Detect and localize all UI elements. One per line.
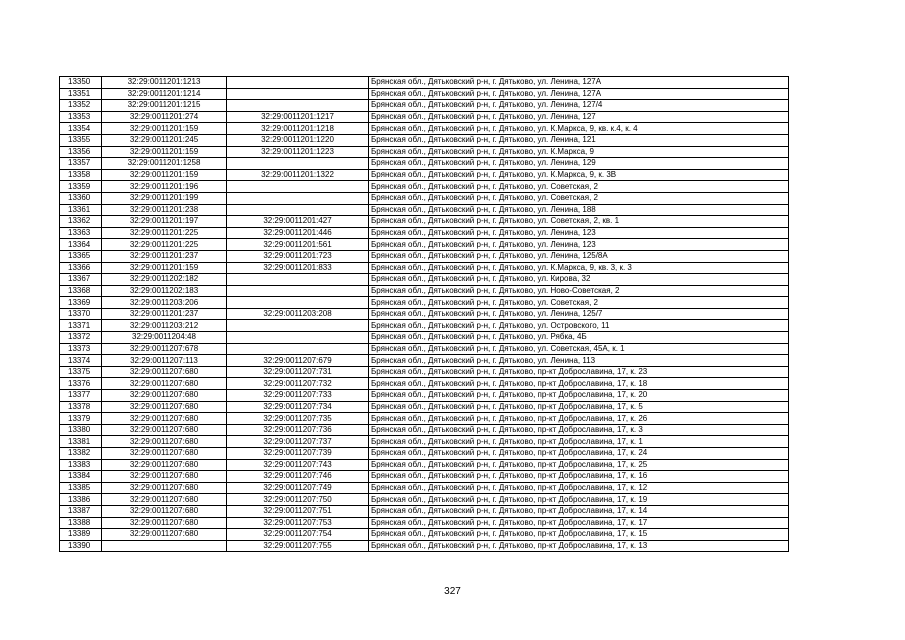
cell-address: Брянская обл., Дятьковский р-н, г. Дятьково, ул. Ленина, 123 bbox=[369, 227, 789, 239]
cell-record-number: 13388 bbox=[60, 517, 102, 529]
cell-cadastral-number-secondary: 32:29:0011201:1217 bbox=[227, 111, 369, 123]
cell-address: Брянская обл., Дятьковский р-н, г. Дятьково, ул. Ленина, 127А bbox=[369, 77, 789, 89]
cell-cadastral-number-secondary: 32:29:0011207:746 bbox=[227, 471, 369, 483]
cell-address: Брянская обл., Дятьковский р-н, г. Дятьково, ул. Советская, 2 bbox=[369, 192, 789, 204]
cell-cadastral-number-secondary: 32:29:0011207:743 bbox=[227, 459, 369, 471]
cell-cadastral-number-secondary bbox=[227, 77, 369, 89]
cell-cadastral-number: 32:29:0011201:1258 bbox=[102, 158, 227, 170]
cell-record-number: 13355 bbox=[60, 134, 102, 146]
table-row bbox=[60, 192, 789, 204]
table-row bbox=[60, 366, 789, 378]
cell-address: Брянская обл., Дятьковский р-н, г. Дятьково, пр-кт Доброславина, 17, к. 16 bbox=[369, 471, 789, 483]
cell-record-number: 13362 bbox=[60, 216, 102, 228]
cell-cadastral-number-secondary: 32:29:0011201:427 bbox=[227, 216, 369, 228]
cell-address: Брянская обл., Дятьковский р-н, г. Дятьково, пр-кт Доброславина, 17, к. 25 bbox=[369, 459, 789, 471]
table-row bbox=[60, 146, 789, 158]
cell-record-number: 13384 bbox=[60, 471, 102, 483]
cell-cadastral-number-secondary: 32:29:0011207:736 bbox=[227, 424, 369, 436]
table-row bbox=[60, 77, 789, 89]
cell-cadastral-number: 32:29:0011203:212 bbox=[102, 320, 227, 332]
cell-record-number: 13366 bbox=[60, 262, 102, 274]
cell-address: Брянская обл., Дятьковский р-н, г. Дятьково, пр-кт Доброславина, 17, к. 5 bbox=[369, 401, 789, 413]
cell-record-number: 13353 bbox=[60, 111, 102, 123]
cell-cadastral-number: 32:29:0011207:680 bbox=[102, 471, 227, 483]
cell-address: Брянская обл., Дятьковский р-н, г. Дятьково, ул. Ново-Советская, 2 bbox=[369, 285, 789, 297]
cell-address: Брянская обл., Дятьковский р-н, г. Дятьково, пр-кт Доброславина, 17, к. 1 bbox=[369, 436, 789, 448]
cell-address: Брянская обл., Дятьковский р-н, г. Дятьково, ул. Ленина, 121 bbox=[369, 134, 789, 146]
cell-cadastral-number-secondary: 32:29:0011207:749 bbox=[227, 482, 369, 494]
cell-cadastral-number-secondary: 32:29:0011201:446 bbox=[227, 227, 369, 239]
cell-cadastral-number: 32:29:0011207:680 bbox=[102, 459, 227, 471]
cell-address: Брянская обл., Дятьковский р-н, г. Дятьково, ул. Ленина, 129 bbox=[369, 158, 789, 170]
table-row bbox=[60, 297, 789, 309]
cell-record-number: 13389 bbox=[60, 529, 102, 541]
cell-cadastral-number-secondary: 32:29:0011207:734 bbox=[227, 401, 369, 413]
cell-address: Брянская обл., Дятьковский р-н, г. Дятьково, пр-кт Доброславина, 17, к. 14 bbox=[369, 505, 789, 517]
cell-address: Брянская обл., Дятьковский р-н, г. Дятьково, пр-кт Доброславина, 17, к. 26 bbox=[369, 413, 789, 425]
cell-cadastral-number-secondary: 32:29:0011201:1218 bbox=[227, 123, 369, 135]
cell-record-number: 13382 bbox=[60, 448, 102, 460]
table-row bbox=[60, 88, 789, 100]
cell-cadastral-number: 32:29:0011201:199 bbox=[102, 192, 227, 204]
cell-address: Брянская обл., Дятьковский р-н, г. Дятьково, ул. Островского, 11 bbox=[369, 320, 789, 332]
cell-address: Брянская обл., Дятьковский р-н, г. Дятьково, ул. Советская, 45А, к. 1 bbox=[369, 343, 789, 355]
cell-cadastral-number-secondary: 32:29:0011207:735 bbox=[227, 413, 369, 425]
cell-record-number: 13367 bbox=[60, 274, 102, 286]
table-row bbox=[60, 332, 789, 344]
cell-cadastral-number-secondary: 32:29:0011207:755 bbox=[227, 540, 369, 552]
table-row bbox=[60, 529, 789, 541]
cell-cadastral-number: 32:29:0011202:182 bbox=[102, 274, 227, 286]
cell-cadastral-number: 32:29:0011207:680 bbox=[102, 529, 227, 541]
table-row bbox=[60, 123, 789, 135]
table-row bbox=[60, 378, 789, 390]
table-row bbox=[60, 505, 789, 517]
table-row bbox=[60, 204, 789, 216]
cell-cadastral-number: 32:29:0011201:238 bbox=[102, 204, 227, 216]
cell-record-number: 13369 bbox=[60, 297, 102, 309]
cell-cadastral-number: 32:29:0011201:196 bbox=[102, 181, 227, 193]
cell-cadastral-number-secondary: 32:29:0011207:750 bbox=[227, 494, 369, 506]
cell-address: Брянская обл., Дятьковский р-н, г. Дятьково, ул. К.Маркса, 9, кв. к.4, к. 4 bbox=[369, 123, 789, 135]
cell-cadastral-number: 32:29:0011207:680 bbox=[102, 448, 227, 460]
table-row bbox=[60, 401, 789, 413]
table-row bbox=[60, 100, 789, 112]
cell-cadastral-number-secondary: 32:29:0011207:751 bbox=[227, 505, 369, 517]
table-row bbox=[60, 540, 789, 552]
cell-address: Брянская обл., Дятьковский р-н, г. Дятьково, пр-кт Доброславина, 17, к. 3 bbox=[369, 424, 789, 436]
table-row bbox=[60, 424, 789, 436]
cell-address: Брянская обл., Дятьковский р-н, г. Дятьково, пр-кт Доброславина, 17, к. 23 bbox=[369, 366, 789, 378]
cell-cadastral-number: 32:29:0011204:48 bbox=[102, 332, 227, 344]
cell-record-number: 13375 bbox=[60, 366, 102, 378]
cell-record-number: 13363 bbox=[60, 227, 102, 239]
cell-cadastral-number: 32:29:0011207:680 bbox=[102, 494, 227, 506]
table-row bbox=[60, 413, 789, 425]
cell-record-number: 13378 bbox=[60, 401, 102, 413]
cell-address: Брянская обл., Дятьковский р-н, г. Дятьково, пр-кт Доброславина, 17, к. 20 bbox=[369, 390, 789, 402]
cell-address: Брянская обл., Дятьковский р-н, г. Дятьково, ул. Ленина, 125/7 bbox=[369, 308, 789, 320]
cell-record-number: 13365 bbox=[60, 250, 102, 262]
table-row bbox=[60, 274, 789, 286]
cell-address: Брянская обл., Дятьковский р-н, г. Дятьково, пр-кт Доброславина, 17, к. 15 bbox=[369, 529, 789, 541]
table-row bbox=[60, 343, 789, 355]
cell-cadastral-number: 32:29:0011207:678 bbox=[102, 343, 227, 355]
cell-record-number: 13379 bbox=[60, 413, 102, 425]
cell-record-number: 13361 bbox=[60, 204, 102, 216]
cell-address: Брянская обл., Дятьковский р-н, г. Дятьково, ул. Ленина, 127 bbox=[369, 111, 789, 123]
cell-cadastral-number-secondary bbox=[227, 192, 369, 204]
cell-record-number: 13351 bbox=[60, 88, 102, 100]
page-number: 327 bbox=[444, 586, 461, 597]
cell-address: Брянская обл., Дятьковский р-н, г. Дятьково, пр-кт Доброславина, 17, к. 17 bbox=[369, 517, 789, 529]
cell-cadastral-number: 32:29:0011207:680 bbox=[102, 424, 227, 436]
table-row bbox=[60, 181, 789, 193]
cell-record-number: 13356 bbox=[60, 146, 102, 158]
cell-cadastral-number: 32:29:0011201:159 bbox=[102, 169, 227, 181]
cell-cadastral-number-secondary bbox=[227, 204, 369, 216]
cell-cadastral-number-secondary bbox=[227, 332, 369, 344]
cell-address: Брянская обл., Дятьковский р-н, г. Дятьково, ул. К.Маркса, 9, кв. 3, к. 3 bbox=[369, 262, 789, 274]
cell-address: Брянская обл., Дятьковский р-н, г. Дятьково, ул. Ленина, 188 bbox=[369, 204, 789, 216]
table-row bbox=[60, 448, 789, 460]
cell-record-number: 13372 bbox=[60, 332, 102, 344]
cell-cadastral-number-secondary: 32:29:0011201:833 bbox=[227, 262, 369, 274]
cell-record-number: 13357 bbox=[60, 158, 102, 170]
cell-address: Брянская обл., Дятьковский р-н, г. Дятьково, ул. Ленина, 113 bbox=[369, 355, 789, 367]
table-row bbox=[60, 111, 789, 123]
cell-address: Брянская обл., Дятьковский р-н, г. Дятьково, ул. Ленина, 123 bbox=[369, 239, 789, 251]
cell-record-number: 13377 bbox=[60, 390, 102, 402]
table-row bbox=[60, 227, 789, 239]
cell-cadastral-number-secondary: 32:29:0011201:561 bbox=[227, 239, 369, 251]
cell-cadastral-number-secondary bbox=[227, 343, 369, 355]
cell-address: Брянская обл., Дятьковский р-н, г. Дятьково, пр-кт Доброславина, 17, к. 18 bbox=[369, 378, 789, 390]
cell-cadastral-number-secondary bbox=[227, 274, 369, 286]
cell-cadastral-number-secondary: 32:29:0011207:733 bbox=[227, 390, 369, 402]
table-row bbox=[60, 471, 789, 483]
cell-record-number: 13383 bbox=[60, 459, 102, 471]
cell-cadastral-number-secondary bbox=[227, 297, 369, 309]
cell-record-number: 13370 bbox=[60, 308, 102, 320]
cell-cadastral-number: 32:29:0011202:183 bbox=[102, 285, 227, 297]
table-row bbox=[60, 482, 789, 494]
cell-cadastral-number: 32:29:0011207:113 bbox=[102, 355, 227, 367]
cell-cadastral-number: 32:29:0011201:197 bbox=[102, 216, 227, 228]
cell-record-number: 13350 bbox=[60, 77, 102, 89]
cell-cadastral-number-secondary: 32:29:0011201:1223 bbox=[227, 146, 369, 158]
table-row bbox=[60, 239, 789, 251]
cell-cadastral-number-secondary: 32:29:0011207:754 bbox=[227, 529, 369, 541]
table-row bbox=[60, 158, 789, 170]
cell-address: Брянская обл., Дятьковский р-н, г. Дятьково, пр-кт Доброславина, 17, к. 19 bbox=[369, 494, 789, 506]
table-row bbox=[60, 134, 789, 146]
cell-address: Брянская обл., Дятьковский р-н, г. Дятьково, ул. Ленина, 125/8А bbox=[369, 250, 789, 262]
cell-cadastral-number-secondary bbox=[227, 320, 369, 332]
cell-cadastral-number: 32:29:0011207:680 bbox=[102, 436, 227, 448]
cell-address: Брянская обл., Дятьковский р-н, г. Дятьково, пр-кт Доброславина, 17, к. 13 bbox=[369, 540, 789, 552]
cell-cadastral-number: 32:29:0011201:1213 bbox=[102, 77, 227, 89]
cell-cadastral-number: 32:29:0011207:680 bbox=[102, 413, 227, 425]
cell-cadastral-number: 32:29:0011201:159 bbox=[102, 123, 227, 135]
cell-cadastral-number: 32:29:0011207:680 bbox=[102, 401, 227, 413]
cell-record-number: 13381 bbox=[60, 436, 102, 448]
cell-cadastral-number-secondary: 32:29:0011207:731 bbox=[227, 366, 369, 378]
cell-record-number: 13380 bbox=[60, 424, 102, 436]
cell-cadastral-number: 32:29:0011201:225 bbox=[102, 227, 227, 239]
cell-cadastral-number: 32:29:0011201:225 bbox=[102, 239, 227, 251]
cell-cadastral-number-secondary: 32:29:0011201:723 bbox=[227, 250, 369, 262]
table-row bbox=[60, 517, 789, 529]
cell-address: Брянская обл., Дятьковский р-н, г. Дятьково, ул. Советская, 2 bbox=[369, 297, 789, 309]
cell-record-number: 13376 bbox=[60, 378, 102, 390]
cell-cadastral-number bbox=[102, 540, 227, 552]
cell-record-number: 13390 bbox=[60, 540, 102, 552]
table-row bbox=[60, 250, 789, 262]
cell-address: Брянская обл., Дятьковский р-н, г. Дятьково, пр-кт Доброславина, 17, к. 24 bbox=[369, 448, 789, 460]
cell-address: Брянская обл., Дятьковский р-н, г. Дятьково, ул. Рябка, 4Б bbox=[369, 332, 789, 344]
cell-cadastral-number: 32:29:0011207:680 bbox=[102, 505, 227, 517]
cell-cadastral-number-secondary: 32:29:0011207:732 bbox=[227, 378, 369, 390]
cell-record-number: 13374 bbox=[60, 355, 102, 367]
cell-address: Брянская обл., Дятьковский р-н, г. Дятьково, ул. Ленина, 127/4 bbox=[369, 100, 789, 112]
cell-address: Брянская обл., Дятьковский р-н, г. Дятьково, ул. Кирова, 32 bbox=[369, 274, 789, 286]
cell-record-number: 13358 bbox=[60, 169, 102, 181]
cell-cadastral-number: 32:29:0011201:159 bbox=[102, 146, 227, 158]
cell-address: Брянская обл., Дятьковский р-н, г. Дятьково, ул. К.Маркса, 9 bbox=[369, 146, 789, 158]
cell-cadastral-number-secondary: 32:29:0011207:679 bbox=[227, 355, 369, 367]
cell-record-number: 13352 bbox=[60, 100, 102, 112]
cell-cadastral-number-secondary: 32:29:0011201:1322 bbox=[227, 169, 369, 181]
cell-cadastral-number: 32:29:0011207:680 bbox=[102, 482, 227, 494]
cell-record-number: 13373 bbox=[60, 343, 102, 355]
cell-cadastral-number-secondary: 32:29:0011207:737 bbox=[227, 436, 369, 448]
registry-table bbox=[59, 76, 789, 552]
cell-cadastral-number: 32:29:0011207:680 bbox=[102, 378, 227, 390]
cell-cadastral-number: 32:29:0011207:680 bbox=[102, 390, 227, 402]
table-row bbox=[60, 216, 789, 228]
cell-cadastral-number: 32:29:0011201:245 bbox=[102, 134, 227, 146]
cell-cadastral-number: 32:29:0011201:1215 bbox=[102, 100, 227, 112]
table-row bbox=[60, 169, 789, 181]
cell-address: Брянская обл., Дятьковский р-н, г. Дятьково, ул. Советская, 2, кв. 1 bbox=[369, 216, 789, 228]
cell-record-number: 13354 bbox=[60, 123, 102, 135]
table-row bbox=[60, 320, 789, 332]
table-row bbox=[60, 285, 789, 297]
cell-cadastral-number-secondary bbox=[227, 100, 369, 112]
cell-cadastral-number-secondary bbox=[227, 181, 369, 193]
cell-cadastral-number: 32:29:0011201:237 bbox=[102, 250, 227, 262]
cell-cadastral-number-secondary bbox=[227, 158, 369, 170]
cell-cadastral-number: 32:29:0011203:206 bbox=[102, 297, 227, 309]
cell-cadastral-number: 32:29:0011201:237 bbox=[102, 308, 227, 320]
cell-address: Брянская обл., Дятьковский р-н, г. Дятьково, ул. К.Маркса, 9, к. 3В bbox=[369, 169, 789, 181]
cell-cadastral-number: 32:29:0011201:1214 bbox=[102, 88, 227, 100]
table-row bbox=[60, 262, 789, 274]
cell-cadastral-number: 32:29:0011201:159 bbox=[102, 262, 227, 274]
cell-cadastral-number-secondary: 32:29:0011207:753 bbox=[227, 517, 369, 529]
table-row bbox=[60, 459, 789, 471]
cell-cadastral-number-secondary: 32:29:0011203:208 bbox=[227, 308, 369, 320]
cell-cadastral-number-secondary: 32:29:0011201:1220 bbox=[227, 134, 369, 146]
table-row bbox=[60, 390, 789, 402]
cell-record-number: 13359 bbox=[60, 181, 102, 193]
cell-cadastral-number: 32:29:0011207:680 bbox=[102, 366, 227, 378]
table-row bbox=[60, 494, 789, 506]
cell-record-number: 13368 bbox=[60, 285, 102, 297]
table-row bbox=[60, 355, 789, 367]
cell-record-number: 13360 bbox=[60, 192, 102, 204]
cell-address: Брянская обл., Дятьковский р-н, г. Дятьково, ул. Ленина, 127А bbox=[369, 88, 789, 100]
cell-record-number: 13364 bbox=[60, 239, 102, 251]
cell-record-number: 13386 bbox=[60, 494, 102, 506]
cell-cadastral-number: 32:29:0011207:680 bbox=[102, 517, 227, 529]
cell-record-number: 13371 bbox=[60, 320, 102, 332]
cell-address: Брянская обл., Дятьковский р-н, г. Дятьково, пр-кт Доброславина, 17, к. 12 bbox=[369, 482, 789, 494]
table-row bbox=[60, 308, 789, 320]
cell-cadastral-number-secondary bbox=[227, 88, 369, 100]
cell-record-number: 13385 bbox=[60, 482, 102, 494]
registry-table-body bbox=[60, 77, 789, 552]
cell-cadastral-number-secondary: 32:29:0011207:739 bbox=[227, 448, 369, 460]
table-row bbox=[60, 436, 789, 448]
cell-address: Брянская обл., Дятьковский р-н, г. Дятьково, ул. Советская, 2 bbox=[369, 181, 789, 193]
cell-record-number: 13387 bbox=[60, 505, 102, 517]
cell-cadastral-number: 32:29:0011201:274 bbox=[102, 111, 227, 123]
cell-cadastral-number-secondary bbox=[227, 285, 369, 297]
